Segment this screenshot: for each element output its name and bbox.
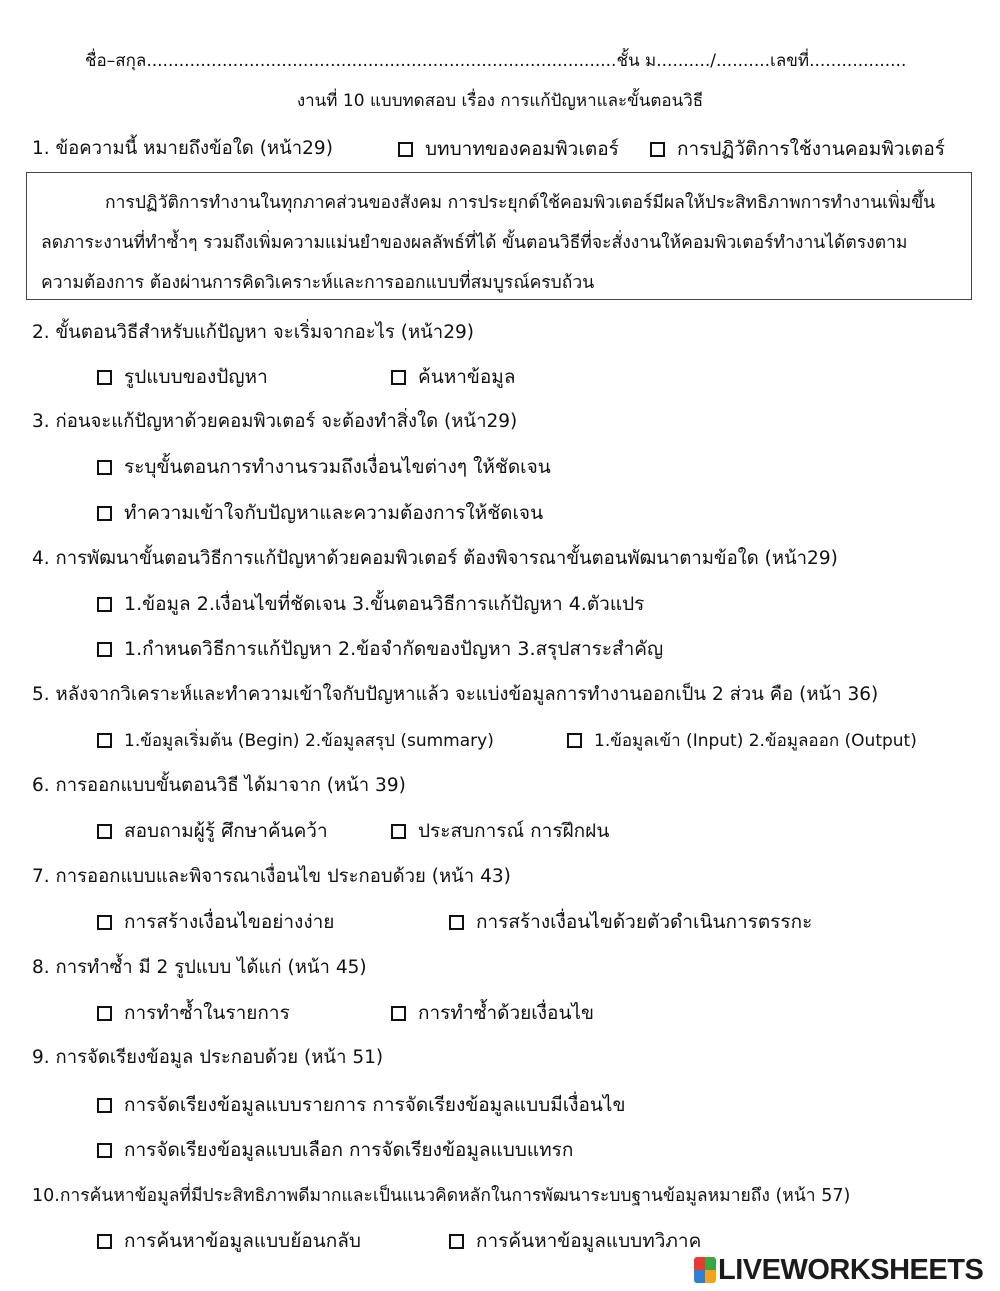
q10-option-2[interactable]: การค้นหาข้อมูลแบบทวิภาค xyxy=(449,1228,701,1254)
checkbox[interactable] xyxy=(97,1098,112,1113)
q4-option-1[interactable]: 1.ข้อมูล 2.เงื่อนไขที่ชัดเจน 3.ขั้นตอนวิธีการแก้ปัญหา 4.ตัวแปร xyxy=(97,591,644,617)
checkbox[interactable] xyxy=(97,1006,112,1021)
q2-option-2[interactable]: ค้นหาข้อมูล xyxy=(391,364,515,390)
question-7: 7. การออกแบบและพิจารณาเงื่อนไข ประกอบด้วย (หน้า 43) xyxy=(32,866,511,887)
q5-option-2[interactable]: 1.ข้อมูลเข้า (Input) 2.ข้อมูลออก (Output) xyxy=(567,728,917,754)
question-4: 4. การพัฒนาขั้นตอนวิธีการแก้ปัญหาด้วยคอมพิวเตอร์ ต้องพิจารณาขั้นตอนพัฒนาตามข้อใด (หน้า29) xyxy=(32,548,838,569)
q8-option-1[interactable]: การทำซ้ำในรายการ xyxy=(97,1000,290,1026)
checkbox[interactable] xyxy=(449,1234,464,1249)
question-6: 6. การออกแบบขั้นตอนวิธี ได้มาจาก (หน้า 39) xyxy=(32,775,406,796)
question-1: 1. ข้อความนี้ หมายถึงข้อใด (หน้า29) xyxy=(32,138,333,159)
liveworksheets-badge-icon xyxy=(694,1257,716,1283)
q10-option-1[interactable]: การค้นหาข้อมูลแบบย้อนกลับ xyxy=(97,1228,361,1254)
question-2: 2. ขั้นตอนวิธีสำหรับแก้ปัญหา จะเริ่มจากอะไร (หน้า29) xyxy=(32,322,474,343)
worksheet-title: งานที่ 10 แบบทดสอบ เรื่อง การแก้ปัญหาและขั้นตอนวิธี xyxy=(296,91,704,111)
checkbox[interactable] xyxy=(449,915,464,930)
question-8: 8. การทำซ้ำ มี 2 รูปแบบ ได้แก่ (หน้า 45) xyxy=(32,957,367,978)
checkbox[interactable] xyxy=(97,824,112,839)
q2-option-1[interactable]: รูปแบบของปัญหา xyxy=(97,364,268,390)
name-class-line: ชื่อ–สกุล.......................................................................................ชั้น ม........../..........เลขที่.................. xyxy=(85,51,907,71)
passage-line-1: การปฏิวัติการทำงานในทุกภาคส่วนของสังคม การประยุกต์ใช้คอมพิวเตอร์มีผลให้ประสิทธิภาพการทำงานเพิ่มขึ้น xyxy=(105,193,936,213)
question-10: 10.การค้นหาข้อมูลที่มีประสิทธิภาพดีมากและเป็นแนวคิดหลักในการพัฒนาระบบฐานข้อมูลหมายถึง (หน้า 57) xyxy=(32,1186,851,1206)
passage-line-3: ความต้องการ ต้องผ่านการคิดวิเคราะห์และการออกแบบที่สมบูรณ์ครบถ้วน xyxy=(41,273,595,293)
checkbox[interactable] xyxy=(97,1234,112,1249)
q3-option-1[interactable]: ระบุขั้นตอนการทำงานรวมถึงเงื่อนไขต่างๆ ให้ชัดเจน xyxy=(97,454,551,480)
q7-option-1[interactable]: การสร้างเงื่อนไขอย่างง่าย xyxy=(97,909,334,935)
q5-option-1[interactable]: 1.ข้อมูลเริ่มต้น (Begin) 2.ข้อมูลสรุป (summary) xyxy=(97,728,494,754)
checkbox[interactable] xyxy=(650,142,665,157)
q3-option-2[interactable]: ทำความเข้าใจกับปัญหาและความต้องการให้ชัดเจน xyxy=(97,500,543,526)
q9-option-2[interactable]: การจัดเรียงข้อมูลแบบเลือก การจัดเรียงข้อมูลแบบแทรก xyxy=(97,1137,573,1163)
checkbox[interactable] xyxy=(97,1143,112,1158)
passage-line-2: ลดภาระงานที่ทำซ้ำๆ รวมถึงเพิ่มความแม่นยำของผลลัพธ์ที่ได้ ขั้นตอนวิธีที่จะสั่งงานให้คอมพิวเตอร์ทำงานได้ตรงตาม xyxy=(41,233,908,253)
checkbox[interactable] xyxy=(97,597,112,612)
q1-option-1[interactable]: บทบาทของคอมพิวเตอร์ xyxy=(398,136,619,162)
checkbox[interactable] xyxy=(391,1006,406,1021)
question-3: 3. ก่อนจะแก้ปัญหาด้วยคอมพิวเตอร์ จะต้องทำสิ่งใด (หน้า29) xyxy=(32,411,518,432)
checkbox[interactable] xyxy=(97,915,112,930)
logo-text: LIVEWORKSHEETS xyxy=(718,1254,984,1286)
checkbox[interactable] xyxy=(567,733,582,748)
q6-option-1[interactable]: สอบถามผู้รู้ ศึกษาค้นคว้า xyxy=(97,818,328,844)
checkbox[interactable] xyxy=(97,642,112,657)
question-9: 9. การจัดเรียงข้อมูล ประกอบด้วย (หน้า 51) xyxy=(32,1047,384,1068)
checkbox[interactable] xyxy=(97,733,112,748)
q1-passage-box xyxy=(26,172,972,300)
q1-option-2[interactable]: การปฏิวัติการใช้งานคอมพิวเตอร์ xyxy=(650,136,945,162)
checkbox[interactable] xyxy=(97,460,112,475)
checkbox[interactable] xyxy=(391,370,406,385)
q4-option-2[interactable]: 1.กำหนดวิธีการแก้ปัญหา 2.ข้อจำกัดของปัญหา 3.สรุปสาระสำคัญ xyxy=(97,636,663,662)
q7-option-2[interactable]: การสร้างเงื่อนไขด้วยตัวดำเนินการตรรกะ xyxy=(449,909,812,935)
checkbox[interactable] xyxy=(97,370,112,385)
q6-option-2[interactable]: ประสบการณ์ การฝึกฝน xyxy=(391,818,609,844)
question-5: 5. หลังจากวิเคราะห์และทำความเข้าใจกับปัญหาแล้ว จะแบ่งข้อมูลการทำงานออกเป็น 2 ส่วน คือ (หน้า 36) xyxy=(32,684,879,705)
q9-option-1[interactable]: การจัดเรียงข้อมูลแบบรายการ การจัดเรียงข้อมูลแบบมีเงื่อนไข xyxy=(97,1092,625,1118)
q8-option-2[interactable]: การทำซ้ำด้วยเงื่อนไข xyxy=(391,1000,594,1026)
checkbox[interactable] xyxy=(391,824,406,839)
checkbox[interactable] xyxy=(398,142,413,157)
checkbox[interactable] xyxy=(97,506,112,521)
